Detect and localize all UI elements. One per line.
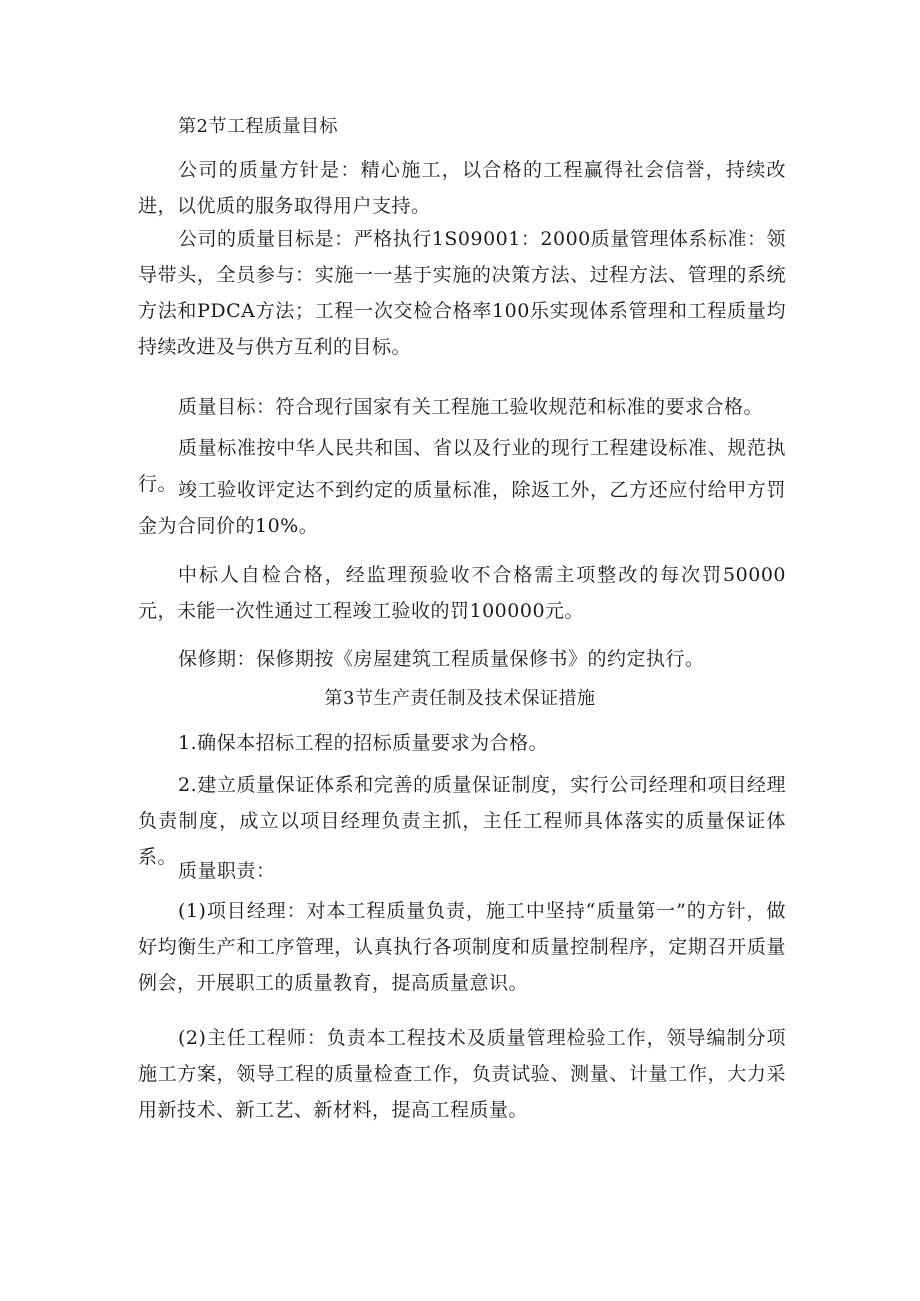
paragraph-quality-standard: 质量标准按中华人民共和国、省以及行业的现行工程建设标准、规范执行。 (138, 437, 786, 495)
quality-duties-label: 质量职责： (178, 860, 276, 882)
list-item-1: 1.确保本招标工程的招标质量要求为合格。 (178, 732, 549, 754)
duty-chief-engineer: (2)主任工程师：负责本工程技术及质量管理检验工作，领导编制分项施工方案，领导工程的质量检查工作，负责试验、测量、计量工作，大力采用新技术、新工艺、新材料，提高工程质量。 (138, 1027, 786, 1121)
duty-project-manager: (1)项目经理：对本工程质量负责，施工中坚持“质量第一”的方针，做好均衡生产和工序管理，认真执行各项制度和质量控制程序，定期召开质量例会，开展职工的质量教育，提高质量意识。 (138, 900, 786, 994)
list-item-2: 2.建立质量保证体系和完善的质量保证制度，实行公司经理和项目经理负责制度，成立以项目经理负责主抓，主任工程师具体落实的质量保证体系。 (138, 774, 786, 868)
paragraph-warranty: 保修期：保修期按《房屋建筑工程质量保修书》的约定执行。 (178, 648, 705, 670)
paragraph-completion-penalty: 竣工验收评定达不到约定的质量标准，除返工外，乙方还应付给甲方罚金为合同价的10%。 (138, 479, 786, 537)
paragraph-quality-target: 质量目标：符合现行国家有关工程施工验收规范和标准的要求合格。 (178, 396, 764, 418)
section2-title: 第2节工程质量目标 (178, 116, 338, 137)
paragraph-quality-objective: 公司的质量目标是：严格执行1S09001：2000质量管理体系标准：领导带头，全员参与：实施一一基于实施的决策方法、过程方法、管理的系统方法和PDCA方法；工程一次交检合格率100乐实现体系管理和工程质量均持续改进及与供方互利的目标。 (138, 228, 786, 358)
section3-title: 第3节生产责任制及技术保证措施 (324, 688, 596, 709)
paragraph-quality-policy: 公司的质量方针是：精心施工，以合格的工程赢得社会信誉，持续改进，以优质的服务取得用户支持。 (138, 159, 786, 217)
paragraph-inspection-penalty: 中标人自检合格，经监理预验收不合格需主项整改的每次罚50000元，未能一次性通过工程竣工验收的罚100000元。 (138, 564, 786, 622)
